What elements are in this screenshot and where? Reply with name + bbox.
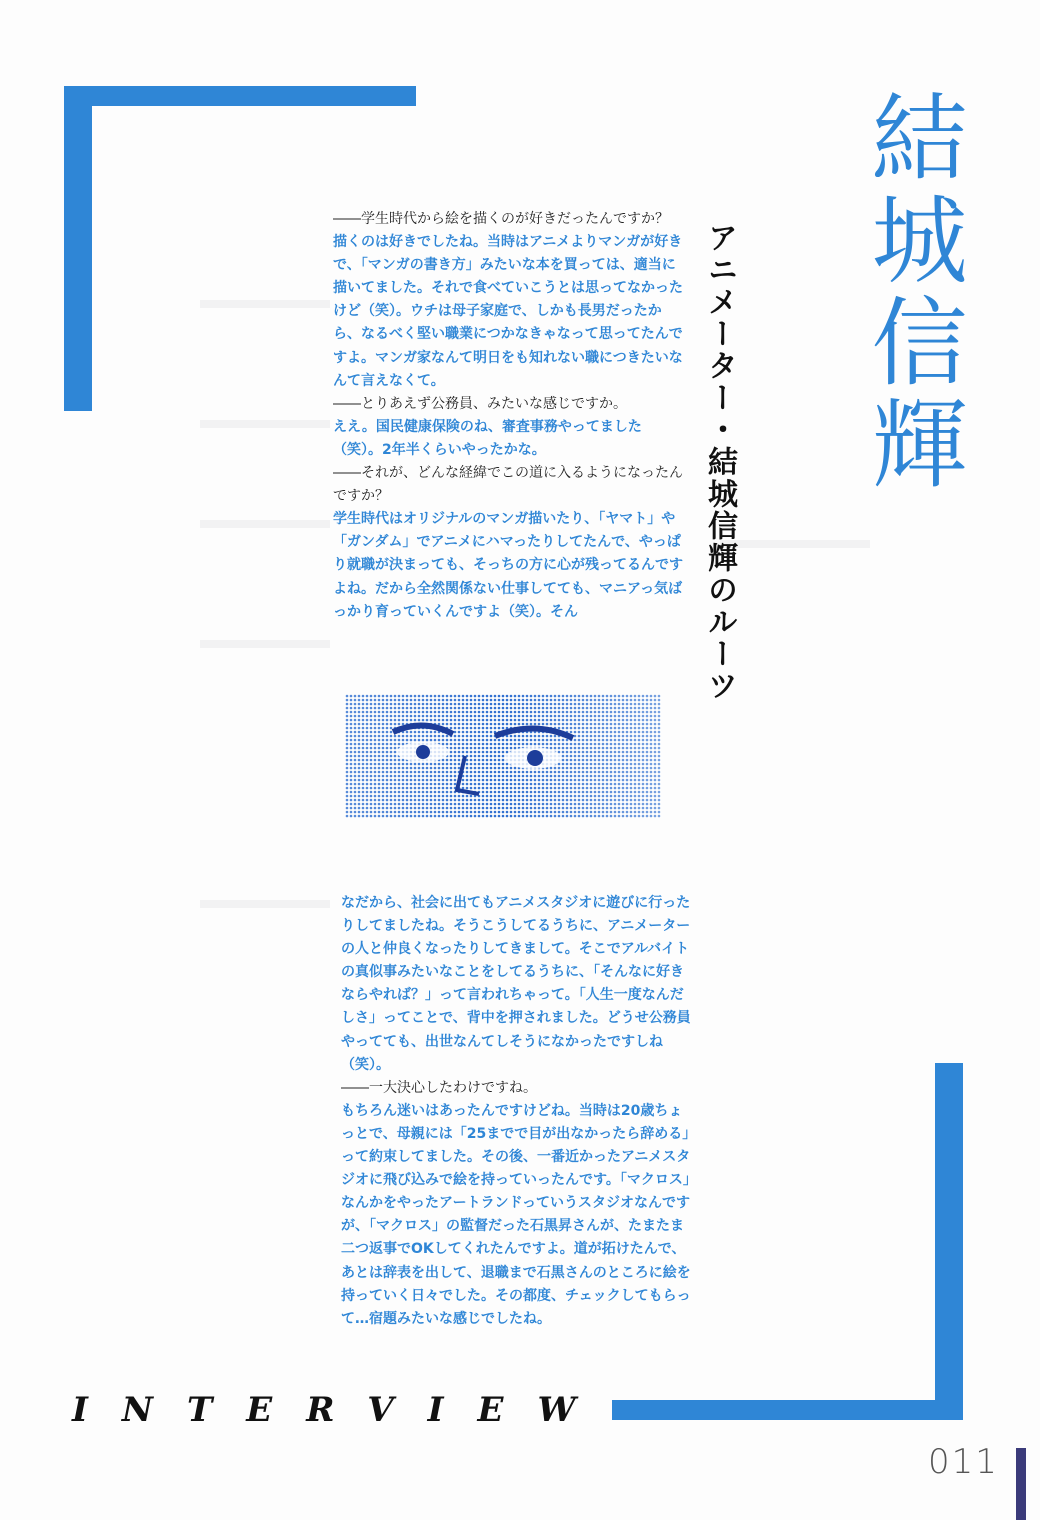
answer: ええ。国民健康保険のね、審査事務やってました（笑）。2年半くらいやったかな。 [333,418,642,458]
top-left-bracket-horizontal [64,86,416,106]
section-label: INTERVIEW [72,1390,610,1430]
page-title: 結城信輝 [856,88,968,496]
halftone-face-photo [345,694,661,818]
subtitle: アニメーター・結城信輝のルーツ [702,222,737,702]
question: ――一大決心したわけですね。 [341,1079,537,1096]
bottom-right-bracket-vertical [935,1063,963,1420]
page-edge-tab [1016,1448,1026,1520]
page-number: 011 [928,1442,999,1482]
bottom-right-bracket-horizontal [612,1400,963,1420]
answer: なだから、社会に出てもアニメスタジオに遊びに行ったりしてましたね。そうこうしてるうちに、アニメーターの人と仲良くなったりしてきまして。そこでアルバイトの真似事みたいなことをしてるうちに、「そんなに好きならやれば？」って言われちゃって。「人生一度なんだしさ」ってことで、背中を押されました。どうせ公務員やってても、出世なんてしそうになかったですしね（笑）。 [341,895,691,1073]
answer: 学生時代はオリジナルのマンガ描いたり、「ヤマト」や「ガンダム」でアニメにハマったりしてたんで、やっぱり就職が決まっても、そっちの方に心が残ってるんですよね。だから全然関係ない仕事してても、マニアっ気ばっかり育っていくんですよ（笑）。そん [333,511,683,620]
interview-text-block-2 [341,892,693,1331]
top-left-bracket-vertical [64,86,92,411]
question: ――学生時代から絵を描くのが好きだったんですか？ [333,211,669,227]
answer: もちろん迷いはあったんですけどね。当時は20歳ちょっとで、母親には「25までで目が出なかったら辞める」って約束してました。その後、一番近かったアニメスタジオに飛び込みで絵を持っていったんです。「マクロス」なんかをやったアートランドっていうスタジオなんですが、「マクロス」の監督だった石黒昇さんが、たまたま二つ返事でOKしてくれたんですよ。道が拓けたんで、あとは辞表を出して、退職まで石黒さんのところに絵を持っていく日々でした。その都度、チェックしてもらって…宿題みたいな感じでしたね。 [341,1102,691,1327]
question: ――それが、どんな経緯でこの道に入るようになったんですか？ [333,465,683,505]
question: ――とりあえず公務員、みたいな感じですか。 [333,395,627,412]
answer: 描くのは好きでしたね。当時はアニメよりマンガが好きで、「マンガの書き方」みたいな本を買っては、適当に描いてました。それで食べていこうとは思ってなかったけど（笑）。ウチは母子家庭で、しかも長男だったから、なるべく堅い職業につかなきゃなって思ってたんですよ。マンガ家なんて明日をも知れない職につきたいなんて言えなくて。 [333,234,683,389]
interview-text-block-1 [333,208,685,624]
